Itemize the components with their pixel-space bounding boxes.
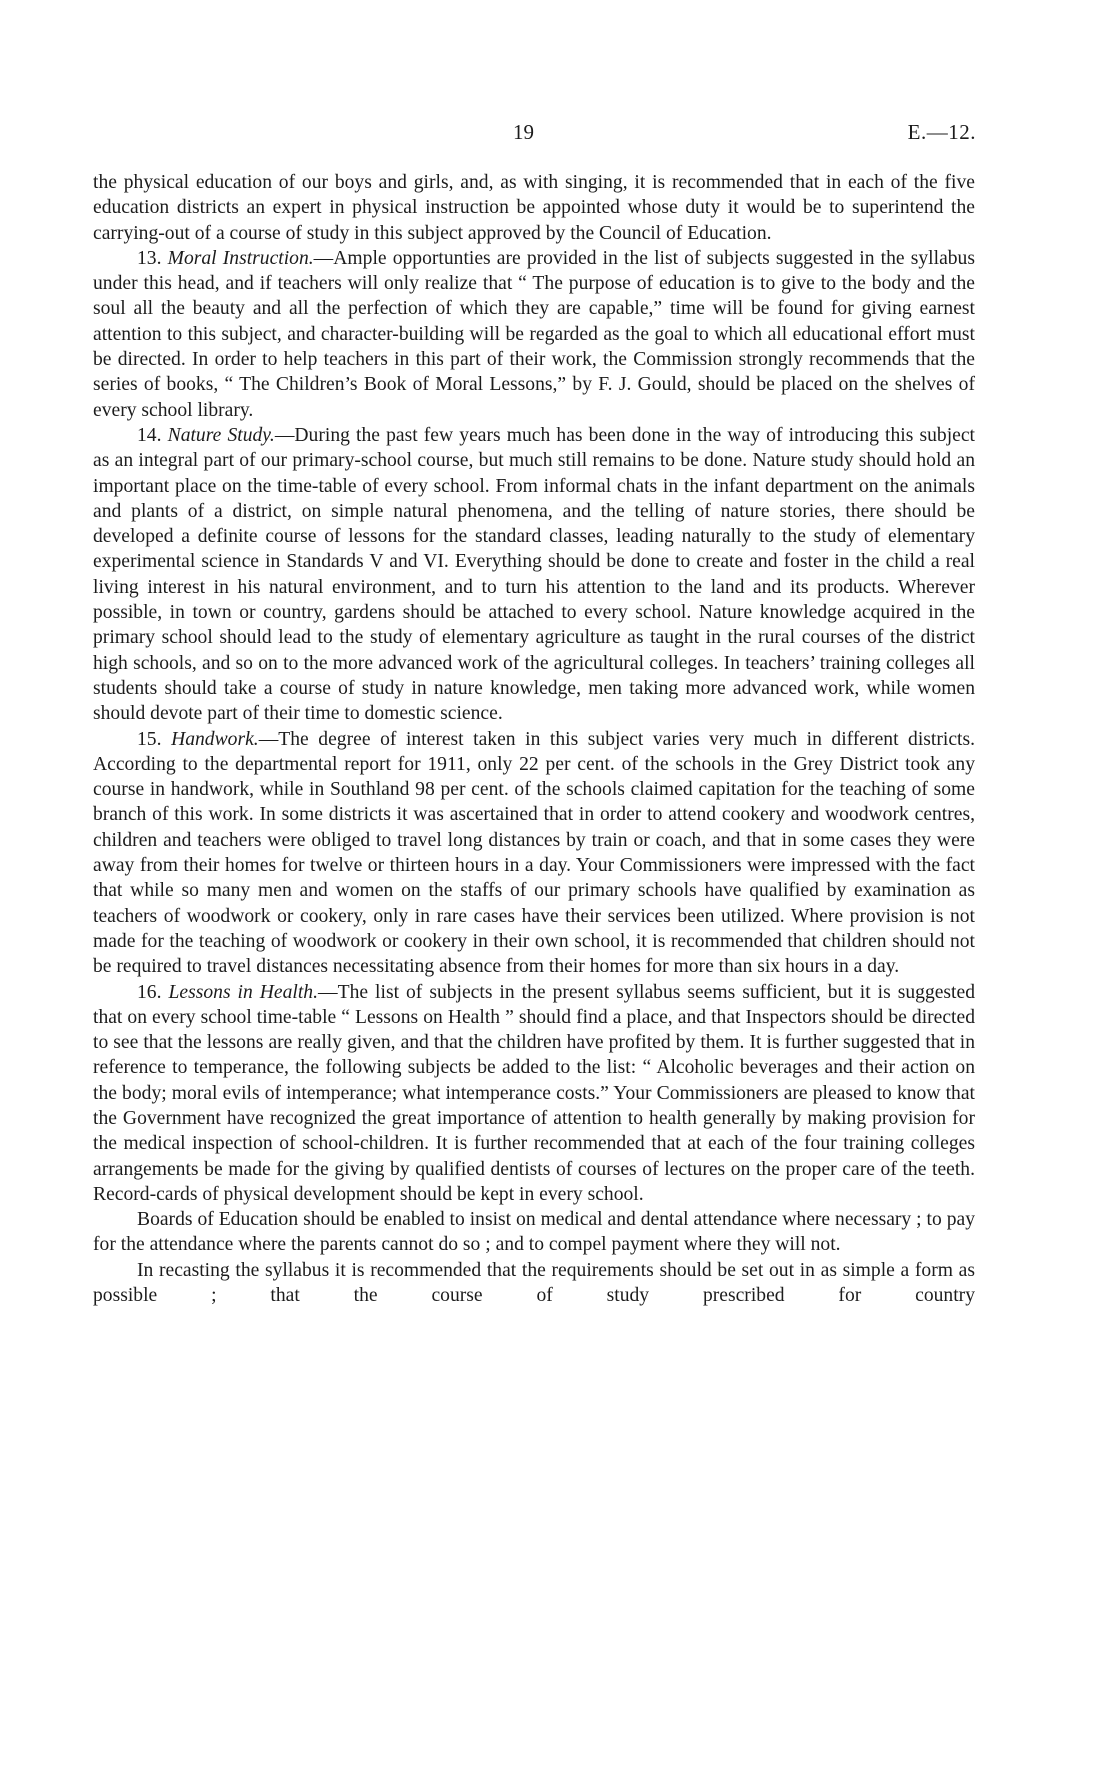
paragraph-text: —The degree of interest taken in this subject varies very much in different districts. According to the departmental report for 1911, only 22 per cent. of the schools in the Grey District took any course in handwork, while in Southland 98 per cent. of the schools claimed capitation for the teaching of some branch of this work. In some districts it was ascertained that in order to attend cookery and woodwork centres, children and teachers were obliged to travel long distances by train or coach, and that in some cases they were away from their homes for twelve or thirteen hours in a day. Your Commissioners were impressed with the fact that while so many men and women on the staffs of our primary schools have qualified by examination as teachers of woodwork or cookery, only in rare cases have their services been utilized. Where provision is not made for the teaching of woodwork or cookery in their own school, it is recommended that children should not be required to travel distances necessitating absence from their homes for more than six hours in a day.	[93, 728, 976, 978]
document-reference: E.—12.	[907, 120, 976, 144]
paragraph-boards-of-education	[93, 1207, 975, 1258]
paragraph-recasting-syllabus	[93, 1258, 975, 1309]
page-number: 19	[513, 120, 534, 144]
section-number: 15.	[137, 728, 162, 750]
section-heading: Moral Instruction.	[167, 247, 314, 269]
paragraph-physical-education-continued	[93, 170, 975, 246]
paragraph-text: In recasting the syllabus it is recommended that the requirements should be set out in as simple a form as possible ; that the course of study prescribed for country	[93, 1259, 975, 1307]
section-heading: Lessons in Health.	[168, 981, 319, 1003]
paragraph-text: Boards of Education should be enabled to insist on medical and dental attendance where necessary ; to pay for the attendance where the parents cannot do so ; and to compel payment where they will not.	[93, 1209, 975, 1256]
section-number: 14.	[137, 424, 162, 446]
paragraph-text: —The list of subjects in the present syllabus seems sufficient, but it is suggested that on every school time-table “ Lessons on Health ” should find a place, and that Inspectors should be directed to see that the lessons are really given, and that the children have profited by them. It is further suggested that in reference to temperance, the following subjects be added to the list: “ Alcoholic beverages and their action on the body; moral evils of intemperance; what intemperance costs.” Your Commissioners are pleased to know that the Government have recognized the great importance of attention to health generally by making provision for the medical inspection of school-children. It is further recommended that at each of the four training colleges arrangements be made for the giving by qualified dentists of courses of lectures on the proper care of the teeth. Record-cards of physical development should be kept in every school.	[93, 981, 975, 1205]
section-number: 13.	[137, 247, 162, 269]
paragraph-handwork	[93, 727, 975, 980]
page-header	[0, 118, 1114, 148]
section-heading: Nature Study.	[167, 424, 275, 446]
section-number: 16.	[137, 981, 162, 1003]
paragraph-text: —Ample opportunties are provided in the list of subjects suggested in the syllabus under this head, and if teachers will only realize that “ The purpose of education is to give to the body and the soul all the beauty and all the perfection of which they are capable,” time will be found for giving earnest attention to this subject, and character-building will be regarded as the goal to which all educational effort must be directed. In order to help teachers in this part of their work, the Commission strongly recommends that the series of books, “ The Children’s Book of Moral Lessons,” by F. J. Gould, should be placed on the shelves of every school library.	[93, 247, 975, 421]
body-text	[93, 170, 975, 1308]
paragraph-nature-study	[93, 423, 975, 727]
paragraph-text: —During the past few years much has been done in the way of introducing this subject as an integral part of our primary-school course, but much still remains to be done. Nature study should hold an important place on the time-table of every school. From informal chats in the infant department on the animals and plants of a district, on simple natural phenomena, and the telling of nature stories, there should be developed a definite course of lessons for the standard classes, leading naturally to the study of elementary experimental science in Standards V and VI. Everything should be done to create and foster in the child a real living interest in his natural environment, and to turn his attention to the land and its products. Wherever possible, in town or country, gardens should be attached to every school. Nature knowledge acquired in the primary school should lead to the study of elementary agriculture as taught in the rural courses of the district high schools, and so on to the more advanced work of the agricultural colleges. In teachers’ training colleges all students should take a course of study in nature knowledge, men taking more advanced work, while women should devote part of their time to domestic science.	[93, 424, 975, 725]
section-heading: Handwork.	[171, 728, 259, 750]
paragraph-text: the physical education of our boys and girls, and, as with singing, it is recommended that in each of the five education districts an expert in physical instruction be appointed whose duty it would be to superintend the carrying-out of a course of study in this subject approved by the Council of Education.	[93, 172, 975, 244]
paragraph-moral-instruction	[93, 246, 975, 423]
paragraph-lessons-in-health	[93, 980, 975, 1208]
